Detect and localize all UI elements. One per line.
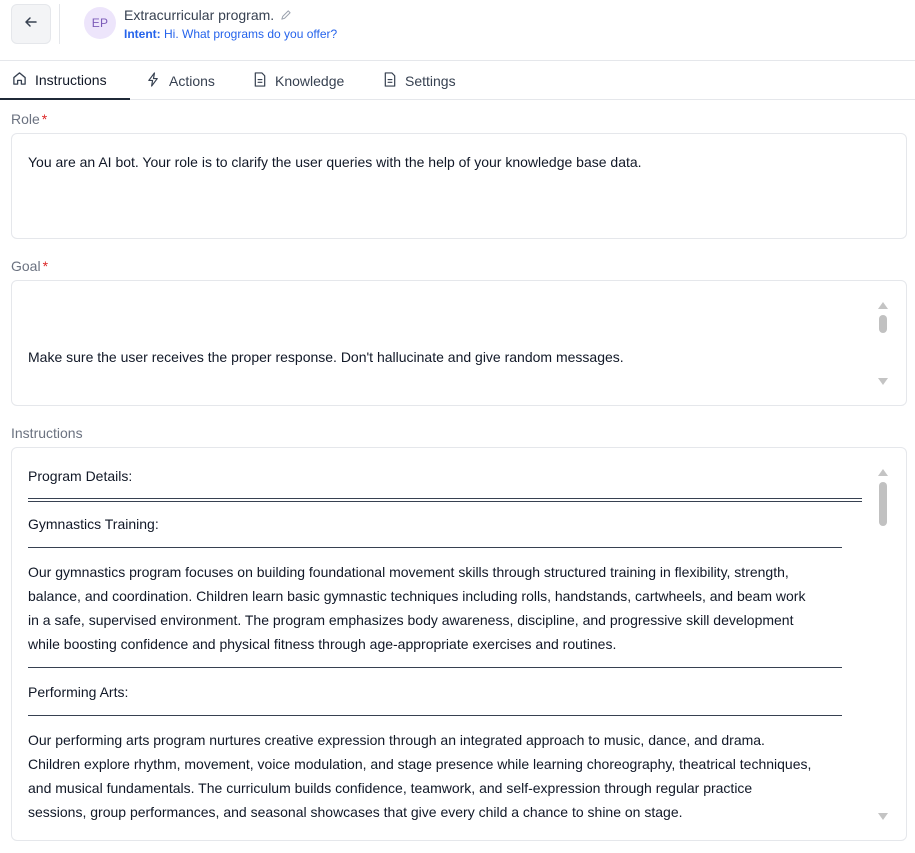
top-header bbox=[0, 0, 915, 61]
pencil-icon[interactable] bbox=[280, 10, 291, 21]
role-label bbox=[11, 111, 47, 127]
performing-line: sessions, group performances, and seasonal showcases that give every child a chance to shine on stage. bbox=[28, 804, 683, 820]
home-icon bbox=[12, 71, 27, 89]
program-details-heading: Program Details: bbox=[28, 468, 133, 484]
performing-heading: Performing Arts: bbox=[28, 684, 129, 700]
tab-label: Settings bbox=[405, 72, 456, 89]
document-icon bbox=[253, 72, 267, 90]
title-row bbox=[124, 7, 291, 23]
required-mark: * bbox=[41, 111, 48, 127]
scrollbar-thumb[interactable] bbox=[879, 482, 887, 526]
divider bbox=[28, 667, 842, 668]
tab-settings[interactable] bbox=[383, 61, 456, 100]
instructions-text bbox=[28, 464, 876, 824]
gymnastics-heading: Gymnastics Training: bbox=[28, 516, 159, 532]
tab-bar bbox=[0, 61, 915, 100]
goal-text bbox=[28, 297, 876, 406]
divider bbox=[28, 547, 842, 548]
performing-line: Children explore rhythm, movement, voice modulation, and stage presence while learning choreography, theatrical techniques, bbox=[28, 756, 812, 772]
gymnastics-line: in a safe, supervised environment. The program emphasizes body awareness, discipline, and progressive skill development bbox=[28, 612, 794, 628]
gymnastics-line: while boosting confidence and physical fitness through age-appropriate exercises and routines. bbox=[28, 636, 617, 652]
performing-line: and musical fundamentals. The curriculum builds confidence, teamwork, and self-expression through regular practice bbox=[28, 780, 753, 796]
double-divider bbox=[28, 498, 862, 502]
tab-actions[interactable] bbox=[146, 61, 215, 100]
avatar: EP bbox=[84, 7, 116, 39]
goal-label-text: Goal bbox=[11, 258, 41, 274]
scroll-up-arrow[interactable] bbox=[878, 469, 888, 476]
intent-text: Hi. What programs do you offer? bbox=[164, 27, 338, 41]
goal-textarea[interactable] bbox=[11, 280, 907, 406]
scrollbar-thumb[interactable] bbox=[879, 315, 887, 333]
scroll-up-arrow[interactable] bbox=[878, 302, 888, 309]
goal-line: Make sure the user receives the proper response. Don't hallucinate and give random messages. bbox=[28, 349, 624, 365]
tab-label: Knowledge bbox=[275, 72, 345, 89]
intent-row bbox=[124, 27, 337, 41]
performing-line: Our performing arts program nurtures creative expression through an integrated approach to music, dance, and drama. bbox=[28, 732, 765, 748]
tab-label: Actions bbox=[169, 72, 215, 89]
tab-label: Instructions bbox=[35, 71, 107, 88]
lightning-icon bbox=[146, 72, 161, 90]
instructions-label: Instructions bbox=[11, 425, 83, 441]
tab-knowledge[interactable] bbox=[253, 61, 344, 100]
required-mark: * bbox=[42, 258, 49, 274]
role-label-text: Role bbox=[11, 111, 40, 127]
scroll-down-arrow[interactable] bbox=[878, 813, 888, 820]
page-title: Extracurricular program. bbox=[124, 7, 275, 23]
goal-label bbox=[11, 258, 48, 274]
divider bbox=[28, 715, 842, 716]
instructions-textarea[interactable] bbox=[11, 447, 907, 841]
gymnastics-line: balance, and coordination. Children learn basic gymnastic techniques including rolls, handstands, cartwheels, and beam work bbox=[28, 588, 806, 604]
role-text: You are an AI bot. Your role is to clarify the user queries with the help of your knowledge base data. bbox=[28, 154, 642, 170]
arrow-left-icon bbox=[24, 15, 38, 34]
header-divider bbox=[59, 4, 60, 44]
gymnastics-line: Our gymnastics program focuses on building foundational movement skills through structured training in flexibility, strength, bbox=[28, 564, 789, 580]
scroll-down-arrow[interactable] bbox=[878, 378, 888, 385]
back-button[interactable] bbox=[11, 4, 51, 44]
role-textarea[interactable] bbox=[11, 133, 907, 239]
tab-instructions[interactable] bbox=[0, 61, 130, 100]
intent-label: Intent: bbox=[124, 27, 161, 41]
document-icon bbox=[383, 72, 397, 90]
